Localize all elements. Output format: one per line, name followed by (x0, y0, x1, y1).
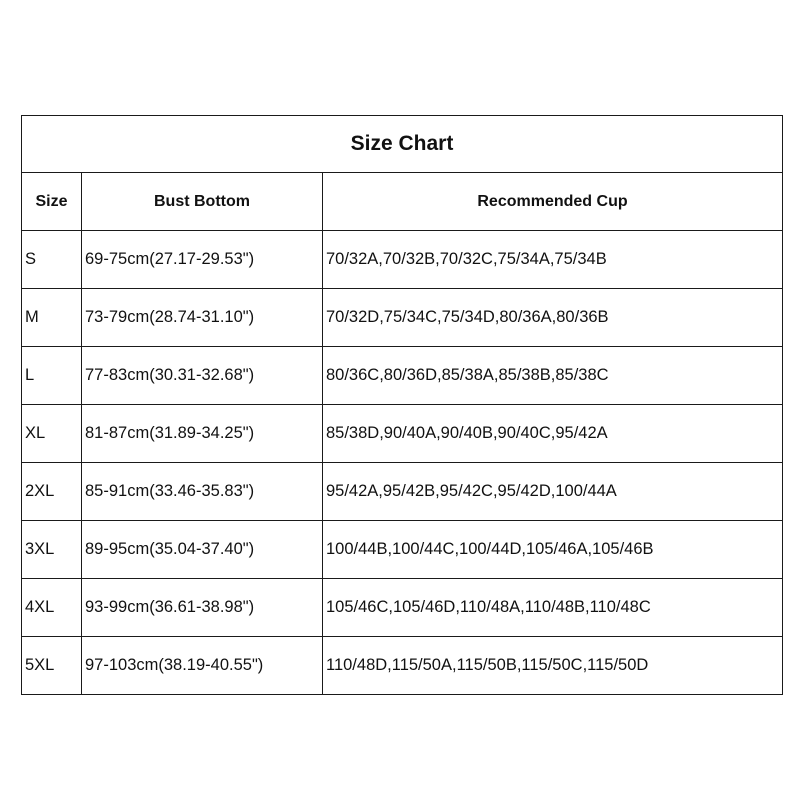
recommended-cup-cell: 100/44B,100/44C,100/44D,105/46A,105/46B (323, 521, 783, 579)
size-cell: L (22, 347, 82, 405)
table-row (22, 463, 783, 521)
size-cell: 4XL (22, 579, 82, 637)
table-row (22, 521, 783, 579)
size-cell: M (22, 289, 82, 347)
recommended-cup-cell: 105/46C,105/46D,110/48A,110/48B,110/48C (323, 579, 783, 637)
size-cell: 5XL (22, 637, 82, 695)
recommended-cup-cell: 80/36C,80/36D,85/38A,85/38B,85/38C (323, 347, 783, 405)
table-row (22, 579, 783, 637)
bust-bottom-cell: 89-95cm(35.04-37.40") (82, 521, 323, 579)
bust-bottom-cell: 77-83cm(30.31-32.68") (82, 347, 323, 405)
recommended-cup-cell: 70/32D,75/34C,75/34D,80/36A,80/36B (323, 289, 783, 347)
bust-bottom-cell: 81-87cm(31.89-34.25") (82, 405, 323, 463)
bust-bottom-cell: 69-75cm(27.17-29.53") (82, 231, 323, 289)
recommended-cup-cell: 110/48D,115/50A,115/50B,115/50C,115/50D (323, 637, 783, 695)
size-cell: S (22, 231, 82, 289)
bust-bottom-cell: 85-91cm(33.46-35.83") (82, 463, 323, 521)
recommended-cup-cell: 70/32A,70/32B,70/32C,75/34A,75/34B (323, 231, 783, 289)
table-row (22, 231, 783, 289)
header-bust-bottom: Bust Bottom (82, 173, 323, 231)
recommended-cup-cell: 85/38D,90/40A,90/40B,90/40C,95/42A (323, 405, 783, 463)
size-cell: XL (22, 405, 82, 463)
header-recommended-cup: Recommended Cup (323, 173, 783, 231)
table-row (22, 289, 783, 347)
table-row (22, 347, 783, 405)
bust-bottom-cell: 73-79cm(28.74-31.10") (82, 289, 323, 347)
size-chart-table (21, 115, 783, 695)
recommended-cup-cell: 95/42A,95/42B,95/42C,95/42D,100/44A (323, 463, 783, 521)
chart-title: Size Chart (22, 116, 783, 173)
size-cell: 2XL (22, 463, 82, 521)
size-cell: 3XL (22, 521, 82, 579)
table-row (22, 637, 783, 695)
bust-bottom-cell: 97-103cm(38.19-40.55") (82, 637, 323, 695)
header-size: Size (22, 173, 82, 231)
table-row (22, 405, 783, 463)
bust-bottom-cell: 93-99cm(36.61-38.98") (82, 579, 323, 637)
